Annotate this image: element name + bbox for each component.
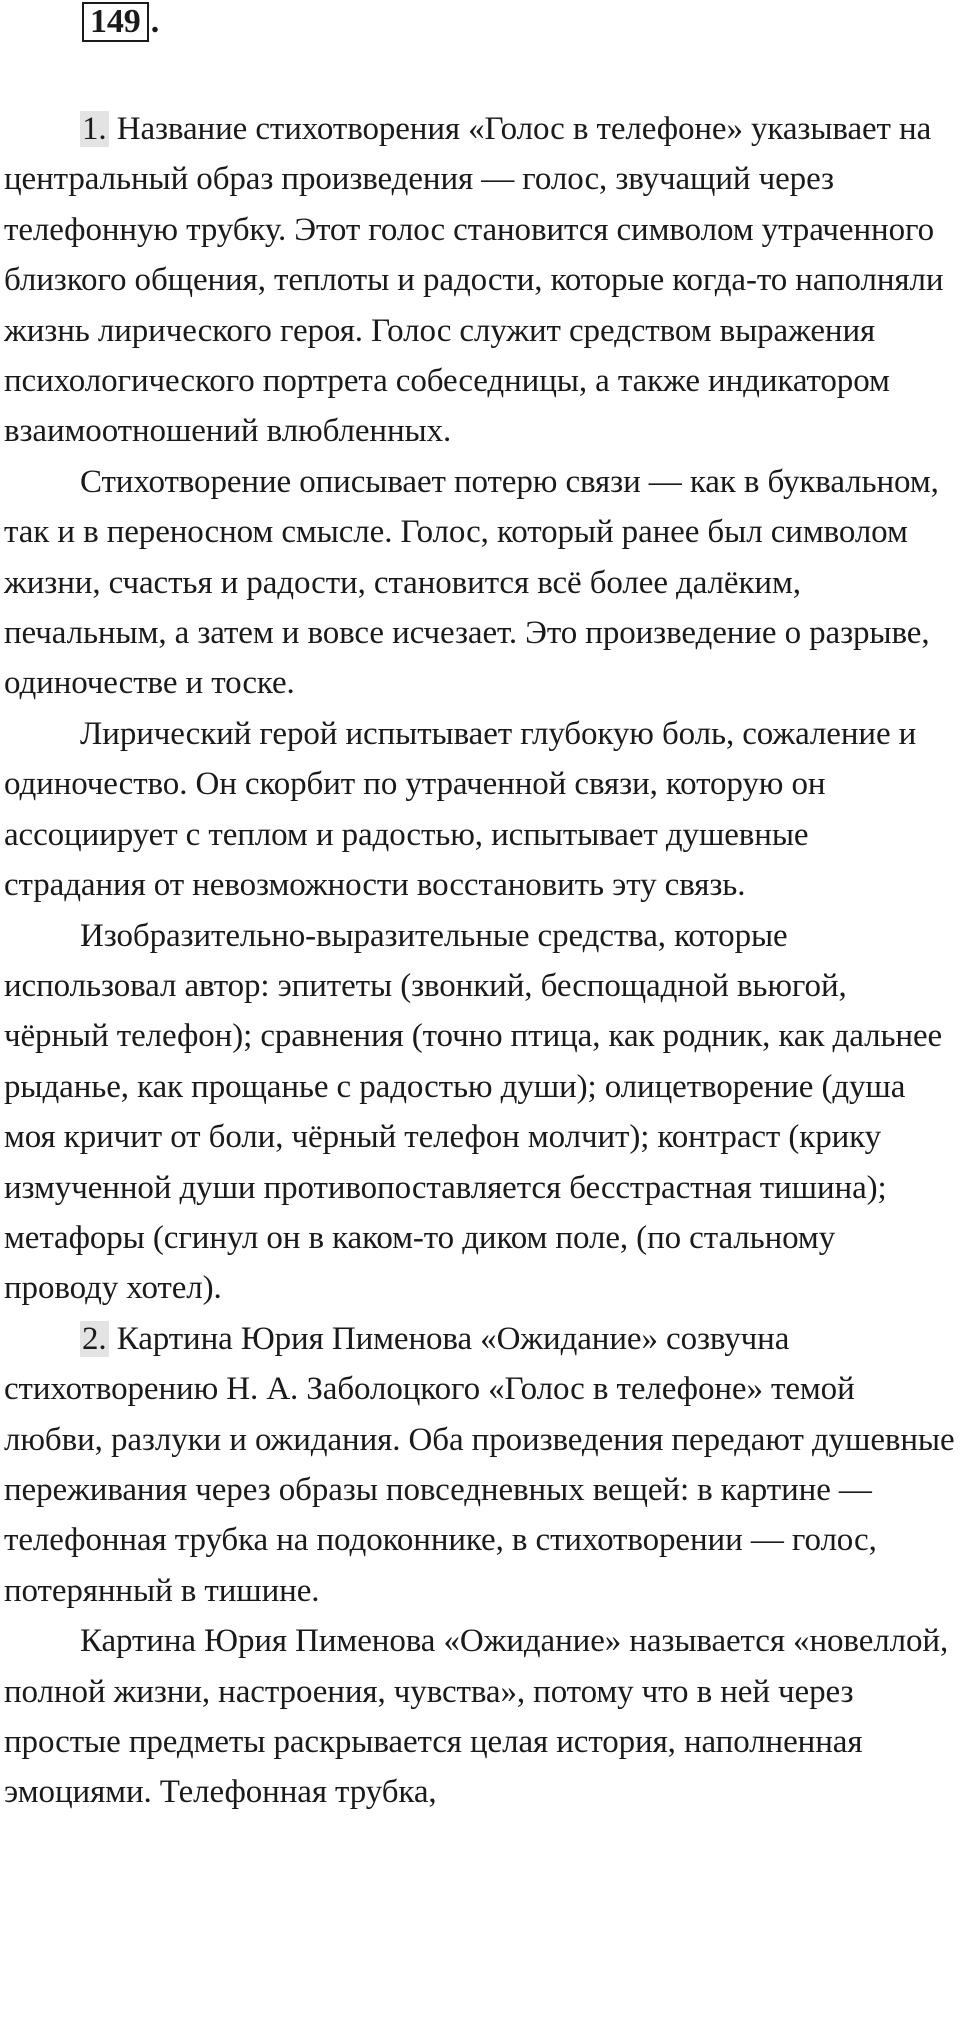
paragraph-5 [4,1314,956,1616]
task-number [82,2,159,42]
task-number-box: 149 [82,2,149,42]
paragraph-6-text: Картина Юрия Пименова «Ожидание» называется «новеллой, полной жизни, настроения, чувства», потому что в ней через простые предметы раскрывается целая история, наполненная эмоциями. Телефонная трубка, [4,1623,949,1811]
paragraph-5-text: Картина Юрия Пименова «Ожидание» созвучна стихотворению Н. А. Заболоцкого «Голос в телефоне» темой любви, разлуки и ожидания. Оба произведения передают душевные переживания через образы повседневных вещей: в картине — телефонная трубка на подоконнике, в стихотворении — голос, потерянный в тишине. [4,1320,955,1609]
item-marker-1: 1. [82,111,107,147]
paragraph-3-text: Лирический герой испытывает глубокую боль, сожаление и одиночество. Он скорбит по утраченной связи, которую он ассоциирует с теплом и радостью, испытывает душевные страдания от невозможности восстановить эту связь. [4,715,917,904]
paragraph-3 [4,709,956,911]
answer-text [4,104,956,1818]
paragraph-4-text: Изобразительно-выразительные средства, которые использовал автор: эпитеты (звонкий, беспощадной вьюгой, чёрный телефон); сравнения (точно птица, как родник, как дальнее рыданье, как прощанье с радостью души); олицетворение (душа моя кричит от боли, чёрный телефон молчит); контраст (крику измученной души противопоставляется бесстрастная тишина); метафоры (сгинул он в каком-то диком поле, (по стальному проводу хотел). [4,917,943,1307]
paragraph-1 [4,104,956,457]
paragraph-2-text: Стихотворение описывает потерю связи — как в буквальном, так и в переносном смысле. Голос, который ранее был символом жизни, счастья и радости, становится всё более далёким, печальным, а затем и вовсе исчезает. Это произведение о разрыве, одиночестве и тоске. [4,463,939,702]
task-number-dot: . [150,3,160,40]
paragraph-2 [4,457,956,709]
paragraph-4 [4,911,956,1314]
paragraph-6 [4,1616,956,1818]
paragraph-1-text: Название стихотворения «Голос в телефоне» указывает на центральный образ произведения — голос, звучащий через телефонную трубку. Этот голос становится символом утраченного близкого общения, теплоты и радости, которые когда-то наполняли жизнь лирического героя. Голос служит средством выражения психологического портрета собеседницы, а также индикатором взаимоотношений влюбленных. [4,111,944,450]
item-marker-2: 2. [82,1320,107,1357]
